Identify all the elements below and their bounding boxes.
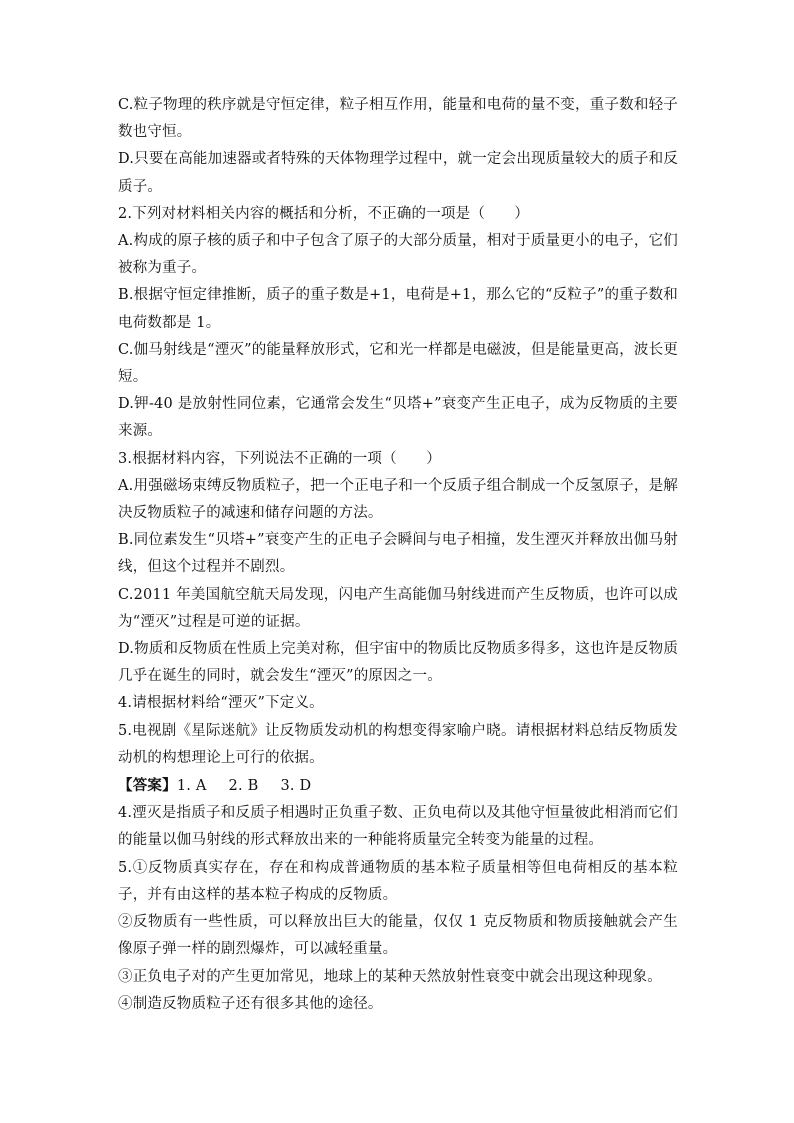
option-b-q3: B.同位素发生“贝塔+”衰变产生的正电子会瞬间与电子相撞，发生湮灭并释放出伽马射线，但这个过程并不剧烈。 (118, 532, 678, 576)
option-c-q1: C.粒子物理的秩序就是守恒定律，粒子相互作用，能量和电荷的量不变，重子数和轻子数也守恒。 (118, 97, 678, 141)
option-c-q3: C.2011 年美国航空航天局发现，闪电产生高能伽马射线进而产生反物质，也许可以成为“湮灭”过程是可逆的证据。 (118, 586, 678, 630)
option-d-q2: D.钾-40 是放射性同位素，它通常会发生“贝塔+”衰变产生正电子，成为反物质的主要来源。 (118, 396, 678, 440)
answer-5-point-1: 5.①反物质真实存在，存在和构成普通物质的基本粒子质量相等但电荷相反的基本粒子，并有由这样的基本粒子构成的反物质。 (118, 859, 678, 903)
option-c-q2: C.伽马射线是“湮灭”的能量释放形式，它和光一样都是电磁波，但是能量更高，波长更短。 (118, 341, 679, 386)
option-a-q2: A.构成的原子核的质子和中子包含了原子的大部分质量，相对于质量更小的电子，它们被称为重子。 (118, 233, 678, 277)
option-a-q3: A.用强磁场束缚反物质粒子，把一个正电子和一个反质子组合制成一个反氢原子，是解决反物质粒子的减速和储存问题的方法。 (118, 477, 678, 522)
answer-2: 2. B (228, 778, 259, 795)
answer-5-point-2: ②反物质有一些性质，可以释放出巨大的能量，仅仅 1 克反物质和物质接触就会产生像原子弹一样的剧烈爆炸，可以减轻重量。 (118, 914, 678, 958)
question-2: 2.下列对材料相关内容的概括和分析，不正确的一项是（ ） (118, 205, 530, 222)
option-d-q1: D.只要在高能加速器或者特殊的天体物理学过程中，就一定会出现质量较大的质子和反质子。 (118, 151, 679, 195)
question-5: 5.电视剧《星际迷航》让反物质发动机的构想变得家喻户晓。请根据材料总结反物质发动机的构想理论上可行的依据。 (118, 722, 678, 766)
question-4: 4.请根据材料给“湮灭”下定义。 (118, 695, 324, 712)
answer-5-point-3: ③正负电子对的产生更加常见，地球上的某种天然放射性衰变中就会出现这种现象。 (118, 968, 662, 985)
answer-3: 3. D (280, 778, 312, 795)
answer-4: 4.湮灭是指质子和反质子相遇时正负重子数、正负电荷以及其他守恒量彼此相消而它们的能量以伽马射线的形式释放出来的一种能将质量完全转变为能量的过程。 (118, 805, 678, 849)
document-body (118, 92, 678, 1018)
answer-5-point-4: ④制造反物质粒子还有很多其他的途径。 (118, 995, 383, 1012)
answer-1: 1. A (176, 778, 207, 795)
answer-label: 【答案】 (118, 777, 177, 795)
question-3: 3.根据材料内容，下列说法不正确的一项（ ） (118, 450, 441, 467)
option-d-q3: D.物质和反物质在性质上完美对称，但宇宙中的物质比反物质多得多，这也许是反物质几乎在诞生的同时，就会发生“湮灭”的原因之一。 (118, 641, 679, 685)
answer-summary (118, 772, 678, 800)
option-b-q2: B.根据守恒定律推断，质子的重子数是+1，电荷是+1，那么它的“反粒子”的重子数和电荷数都是 1。 (118, 287, 678, 331)
